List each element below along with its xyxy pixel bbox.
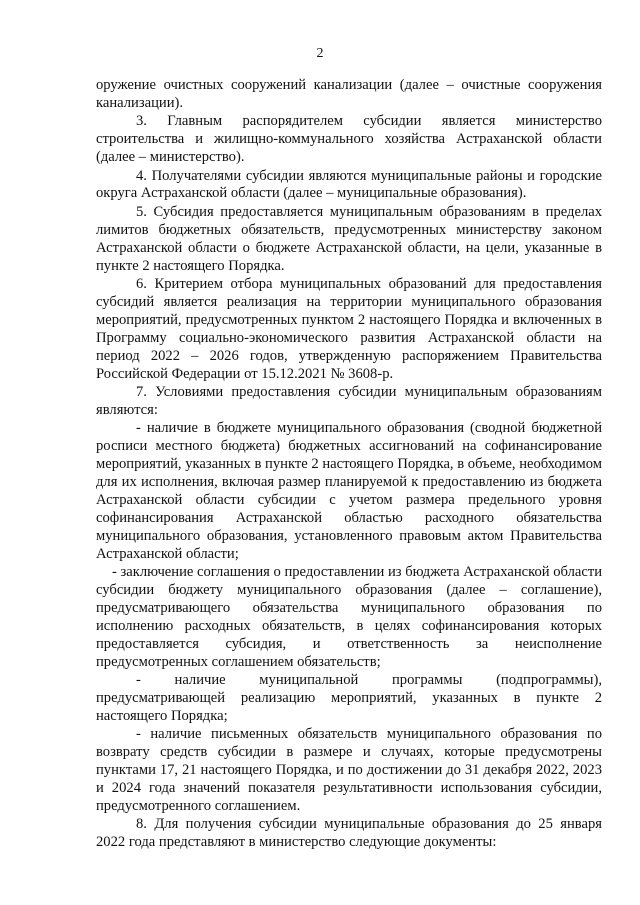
condition-agreement: - заключение соглашения о предоставлении из бюджета Астраханской области субсидии бюджету муниципального образования (далее – соглашение), предусматривающего обязательства муниципального образования по исполнению расходных обязательств, в целях софинансирования которых предоставляется субсидия, и ответственность за неисполнение предусмотренных соглашением обязательств; xyxy=(96,563,603,670)
paragraph-4-recipients: 4. Получателями субсидии являются муниципальные районы и городские округа Астраханской области (далее – муниципальные образования). xyxy=(96,167,602,202)
paragraph-7-conditions: 7. Условиями предоставления субсидии муниципальным образованиям являются: xyxy=(96,383,602,418)
paragraph-5-subsidy-limits: 5. Субсидия предоставляется муниципальным образованиям в пределах лимитов бюджетных обязательств, предусмотренных министерству законом Астраханской области о бюджете Астраханской области, на цели, указанные в пункте 2 настоящего Порядка. xyxy=(96,203,602,274)
paragraph-6-selection-criterion: 6. Критерием отбора муниципальных образований для предоставления субсидий является реализация на территории муниципального образования мероприятий, предусмотренных пунктом 2 настоящего Порядка и включенных в Программу социально-экономического развития Астраханской области на период 2022 – 2026 годов, утвержденную распоряжением Правительства Российской Федерации от 15.12.2021 № 3608-р. xyxy=(96,275,602,382)
paragraph-8-documents: 8. Для получения субсидии муниципальные образования до 25 января 2022 года представляют в министерство следующие документы: xyxy=(96,816,602,851)
paragraph-3-chief-administrator: 3. Главным распорядителем субсидии является министерство строительства и жилищно-коммунального хозяйства Астраханской области (далее – министерство). xyxy=(96,113,602,166)
document-body xyxy=(96,77,602,852)
page-number: 2 xyxy=(316,46,324,61)
condition-written-obligations: - наличие письменных обязательств муниципального образования по возврату средств субсидии в размере и случаях, которые предусмотрены пунктами 17, 21 настоящего Порядка, и по достижении до 31 декабря 2022, 2023 и 2024 года значений показателя результативности использования субсидии, предусмотренного соглашением. xyxy=(96,726,602,814)
condition-municipal-program: - наличие муниципальной программы (подпрограммы), предусматривающей реализацию мероприятий, указанных в пункте 2 настоящего Порядка; xyxy=(96,671,602,724)
paragraph-continuation: оружение очистных сооружений канализации (далее – очистные сооружения канализации). xyxy=(96,77,602,111)
condition-budget-allocations: - наличие в бюджете муниципального образования (сводной бюджетной росписи местного бюджета) бюджетных ассигнований на софинансирование мероприятий, указанных в пункте 2 настоящего Порядка, в объеме, необходимом для их исполнения, включая размер планируемой к предоставлению из бюджета Астраханской области субсидии с учетом размера предельного уровня софинансирования Астраханской областью расходного обязательства муниципального образования, установленного правовым актом Правительства Астраханской области; xyxy=(96,420,602,562)
